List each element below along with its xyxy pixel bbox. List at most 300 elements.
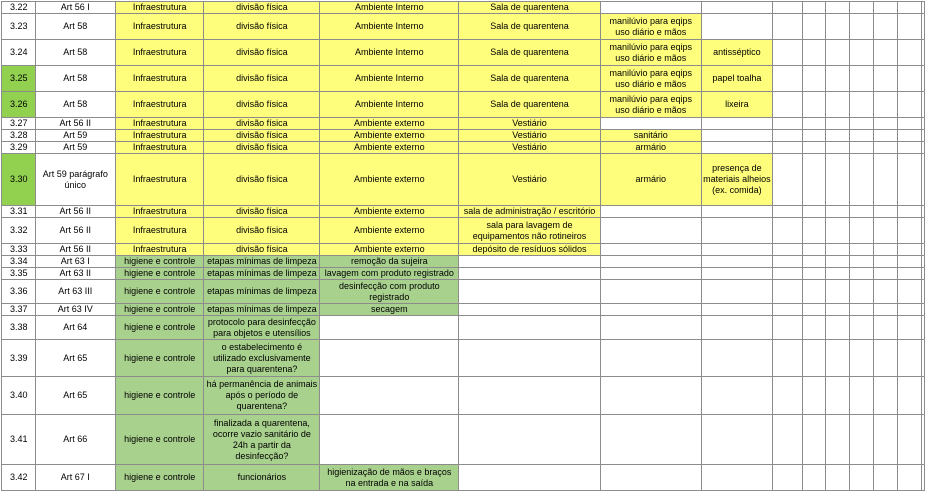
article-cell: Art 63 II <box>35 268 115 280</box>
item-number: 3.36 <box>2 280 36 304</box>
empty-cell <box>849 40 873 66</box>
table-cell: Ambiente Interno <box>320 66 459 92</box>
table-cell <box>772 340 802 377</box>
table-cell: Ambiente Interno <box>320 2 459 14</box>
table-cell: higiene e controle <box>115 377 204 415</box>
table-cell: Ambiente externo <box>320 118 459 130</box>
empty-cell <box>922 206 925 218</box>
table-cell <box>600 268 701 280</box>
empty-cell <box>897 2 921 14</box>
table-cell: Sala de quarentena <box>459 2 600 14</box>
table-cell <box>772 377 802 415</box>
table-cell <box>772 66 802 92</box>
table-cell <box>772 244 802 256</box>
table-cell <box>701 14 772 40</box>
table-cell <box>772 415 802 465</box>
table-cell: Vestiário <box>459 142 600 154</box>
empty-cell <box>897 130 921 142</box>
table-cell <box>772 268 802 280</box>
table-cell <box>701 142 772 154</box>
empty-cell <box>825 280 849 304</box>
table-cell <box>320 340 459 377</box>
table-cell <box>320 377 459 415</box>
empty-cell <box>802 130 825 142</box>
empty-cell <box>849 2 873 14</box>
table-cell <box>600 118 701 130</box>
table-cell: divisão física <box>204 218 320 244</box>
empty-cell <box>922 66 925 92</box>
empty-cell <box>849 377 873 415</box>
table-row <box>2 206 925 218</box>
table-cell: divisão física <box>204 244 320 256</box>
table-cell: secagem <box>320 304 459 316</box>
empty-cell <box>802 14 825 40</box>
table-row <box>2 340 925 377</box>
table-cell <box>701 465 772 491</box>
empty-cell <box>825 465 849 491</box>
table-row <box>2 218 925 244</box>
article-cell: Art 56 II <box>35 206 115 218</box>
item-number: 3.39 <box>2 340 36 377</box>
item-number: 3.41 <box>2 415 36 465</box>
empty-cell <box>897 118 921 130</box>
table-row <box>2 244 925 256</box>
item-number: 3.22 <box>2 2 36 14</box>
empty-cell <box>873 66 897 92</box>
table-cell <box>701 2 772 14</box>
empty-cell <box>897 218 921 244</box>
table-cell: Infraestrutura <box>115 40 204 66</box>
empty-cell <box>825 268 849 280</box>
table-cell: Infraestrutura <box>115 244 204 256</box>
article-cell: Art 67 I <box>35 465 115 491</box>
empty-cell <box>802 218 825 244</box>
empty-cell <box>825 304 849 316</box>
empty-cell <box>802 377 825 415</box>
table-cell: presença de materiais alheios (ex. comida) <box>701 154 772 206</box>
table-row <box>2 256 925 268</box>
table-cell <box>600 256 701 268</box>
table-cell <box>701 244 772 256</box>
empty-cell <box>897 340 921 377</box>
empty-cell <box>897 66 921 92</box>
table-cell: divisão física <box>204 2 320 14</box>
empty-cell <box>802 465 825 491</box>
table-cell: Sala de quarentena <box>459 40 600 66</box>
empty-cell <box>802 268 825 280</box>
empty-cell <box>802 206 825 218</box>
table-cell <box>600 465 701 491</box>
article-cell: Art 58 <box>35 14 115 40</box>
article-cell: Art 56 II <box>35 218 115 244</box>
table-cell: funcionários <box>204 465 320 491</box>
empty-cell <box>849 256 873 268</box>
table-cell: Ambiente externo <box>320 206 459 218</box>
article-cell: Art 65 <box>35 377 115 415</box>
table-cell <box>600 304 701 316</box>
empty-cell <box>873 377 897 415</box>
table-cell <box>459 415 600 465</box>
table-cell <box>459 280 600 304</box>
table-cell <box>600 206 701 218</box>
table-cell: Ambiente externo <box>320 244 459 256</box>
table-cell <box>600 244 701 256</box>
article-cell: Art 64 <box>35 316 115 340</box>
table-cell <box>772 154 802 206</box>
empty-cell <box>849 244 873 256</box>
table-cell: Infraestrutura <box>115 118 204 130</box>
table-row <box>2 2 925 14</box>
table-cell: manilúvio para eqips uso diário e mãos <box>600 66 701 92</box>
table-cell <box>772 14 802 40</box>
empty-cell <box>802 118 825 130</box>
table-cell <box>459 377 600 415</box>
table-row <box>2 118 925 130</box>
table-row <box>2 415 925 465</box>
table-cell <box>772 465 802 491</box>
empty-cell <box>922 256 925 268</box>
table-cell <box>600 377 701 415</box>
table-cell <box>600 340 701 377</box>
item-number: 3.42 <box>2 465 36 491</box>
empty-cell <box>849 14 873 40</box>
table-cell: Vestiário <box>459 130 600 142</box>
table-cell: Ambiente externo <box>320 154 459 206</box>
empty-cell <box>873 218 897 244</box>
empty-cell <box>897 14 921 40</box>
empty-cell <box>849 218 873 244</box>
table-cell <box>701 118 772 130</box>
empty-cell <box>873 316 897 340</box>
empty-cell <box>825 377 849 415</box>
table-row <box>2 14 925 40</box>
empty-cell <box>922 142 925 154</box>
empty-cell <box>802 280 825 304</box>
empty-cell <box>849 92 873 118</box>
table-cell <box>459 465 600 491</box>
table-cell <box>701 304 772 316</box>
empty-cell <box>849 154 873 206</box>
empty-cell <box>922 280 925 304</box>
item-number: 3.30 <box>2 154 36 206</box>
table-cell <box>701 377 772 415</box>
empty-cell <box>802 142 825 154</box>
table-cell: desinfecção com produto registrado <box>320 280 459 304</box>
empty-cell <box>922 304 925 316</box>
table-cell: Sala de quarentena <box>459 92 600 118</box>
empty-cell <box>897 415 921 465</box>
table-cell <box>459 340 600 377</box>
table-cell <box>772 218 802 244</box>
empty-cell <box>922 118 925 130</box>
table-cell: divisão física <box>204 92 320 118</box>
table-cell <box>459 256 600 268</box>
empty-cell <box>922 316 925 340</box>
empty-cell <box>873 154 897 206</box>
empty-cell <box>849 280 873 304</box>
empty-cell <box>922 40 925 66</box>
table-cell: lavagem com produto registrado <box>320 268 459 280</box>
empty-cell <box>802 2 825 14</box>
table-cell: finalizada a quarentena, ocorre vazio sanitário de 24h a partir da desinfecção? <box>204 415 320 465</box>
table-cell <box>772 2 802 14</box>
empty-cell <box>825 40 849 66</box>
empty-cell <box>922 415 925 465</box>
article-cell: Art 63 IV <box>35 304 115 316</box>
table-cell: há permanência de animais após o período de quarentena? <box>204 377 320 415</box>
empty-cell <box>922 92 925 118</box>
table-cell <box>320 316 459 340</box>
article-cell: Art 63 III <box>35 280 115 304</box>
table-row <box>2 280 925 304</box>
empty-cell <box>897 377 921 415</box>
empty-cell <box>849 206 873 218</box>
empty-cell <box>897 154 921 206</box>
empty-cell <box>825 256 849 268</box>
table-cell: divisão física <box>204 154 320 206</box>
table-cell <box>772 142 802 154</box>
table-row <box>2 377 925 415</box>
empty-cell <box>825 244 849 256</box>
table-cell: Sala de quarentena <box>459 66 600 92</box>
empty-cell <box>802 66 825 92</box>
table-cell: Ambiente Interno <box>320 40 459 66</box>
table-cell: higiene e controle <box>115 465 204 491</box>
table-cell: etapas mínimas de limpeza <box>204 304 320 316</box>
table-cell <box>772 280 802 304</box>
empty-cell <box>922 465 925 491</box>
empty-cell <box>873 130 897 142</box>
item-number: 3.40 <box>2 377 36 415</box>
article-cell: Art 63 I <box>35 256 115 268</box>
empty-cell <box>897 142 921 154</box>
empty-cell <box>873 340 897 377</box>
table-cell <box>600 218 701 244</box>
empty-cell <box>897 206 921 218</box>
table-cell <box>459 316 600 340</box>
table-row <box>2 92 925 118</box>
table-cell <box>772 118 802 130</box>
article-cell: Art 58 <box>35 66 115 92</box>
empty-cell <box>849 118 873 130</box>
table-cell: antisséptico <box>701 40 772 66</box>
table-cell: Ambiente externo <box>320 142 459 154</box>
table-cell <box>701 218 772 244</box>
table-cell: Infraestrutura <box>115 218 204 244</box>
empty-cell <box>849 304 873 316</box>
article-cell: Art 65 <box>35 340 115 377</box>
empty-cell <box>802 316 825 340</box>
item-number: 3.33 <box>2 244 36 256</box>
table-cell <box>320 415 459 465</box>
table-cell: higiene e controle <box>115 280 204 304</box>
empty-cell <box>897 268 921 280</box>
table-cell: Infraestrutura <box>115 206 204 218</box>
empty-cell <box>873 244 897 256</box>
empty-cell <box>922 268 925 280</box>
empty-cell <box>849 268 873 280</box>
table-cell: etapas mínimas de limpeza <box>204 256 320 268</box>
empty-cell <box>873 14 897 40</box>
table-cell: Infraestrutura <box>115 130 204 142</box>
empty-cell <box>873 118 897 130</box>
empty-cell <box>825 218 849 244</box>
table-cell: higiene e controle <box>115 304 204 316</box>
item-number: 3.35 <box>2 268 36 280</box>
item-number: 3.34 <box>2 256 36 268</box>
table-cell: divisão física <box>204 118 320 130</box>
item-number: 3.26 <box>2 92 36 118</box>
table-cell: divisão física <box>204 40 320 66</box>
empty-cell <box>849 415 873 465</box>
table-cell: Sala de quarentena <box>459 14 600 40</box>
empty-cell <box>897 92 921 118</box>
table-cell: Ambiente Interno <box>320 14 459 40</box>
table-cell: armário <box>600 154 701 206</box>
table-cell: Vestiário <box>459 118 600 130</box>
empty-cell <box>849 142 873 154</box>
empty-cell <box>825 118 849 130</box>
table-cell: sanitário <box>600 130 701 142</box>
empty-cell <box>849 316 873 340</box>
table-cell <box>701 415 772 465</box>
article-cell: Art 56 II <box>35 244 115 256</box>
empty-cell <box>825 2 849 14</box>
checklist-table <box>1 1 925 491</box>
item-number: 3.23 <box>2 14 36 40</box>
empty-cell <box>849 130 873 142</box>
empty-cell <box>825 130 849 142</box>
empty-cell <box>922 14 925 40</box>
table-cell <box>701 316 772 340</box>
table-cell <box>701 280 772 304</box>
item-number: 3.32 <box>2 218 36 244</box>
table-cell <box>772 92 802 118</box>
table-cell: higiene e controle <box>115 256 204 268</box>
table-cell: remoção da sujeira <box>320 256 459 268</box>
table-cell <box>600 280 701 304</box>
table-cell: Infraestrutura <box>115 2 204 14</box>
item-number: 3.28 <box>2 130 36 142</box>
table-cell <box>701 130 772 142</box>
table-cell: divisão física <box>204 206 320 218</box>
empty-cell <box>849 340 873 377</box>
empty-cell <box>825 316 849 340</box>
empty-cell <box>825 340 849 377</box>
empty-cell <box>802 415 825 465</box>
empty-cell <box>849 465 873 491</box>
table-row <box>2 268 925 280</box>
table-cell: depósito de resíduos sólidos <box>459 244 600 256</box>
empty-cell <box>873 256 897 268</box>
item-number: 3.29 <box>2 142 36 154</box>
table-cell: Infraestrutura <box>115 14 204 40</box>
table-cell: etapas mínimas de limpeza <box>204 280 320 304</box>
table-cell <box>772 304 802 316</box>
table-cell: sala para lavagem de equipamentos não rotineiros <box>459 218 600 244</box>
empty-cell <box>897 244 921 256</box>
item-number: 3.25 <box>2 66 36 92</box>
table-cell: higiene e controle <box>115 268 204 280</box>
empty-cell <box>873 2 897 14</box>
empty-cell <box>873 304 897 316</box>
table-cell: o estabelecimento é utilizado exclusivamente para quarentena? <box>204 340 320 377</box>
empty-cell <box>802 92 825 118</box>
empty-cell <box>922 154 925 206</box>
empty-cell <box>802 340 825 377</box>
article-cell: Art 59 <box>35 142 115 154</box>
article-cell: Art 56 II <box>35 118 115 130</box>
table-cell: higienização de mãos e braços na entrada e na saída <box>320 465 459 491</box>
item-number: 3.38 <box>2 316 36 340</box>
empty-cell <box>922 340 925 377</box>
article-cell: Art 56 I <box>35 2 115 14</box>
table-cell <box>772 206 802 218</box>
table-cell: Infraestrutura <box>115 66 204 92</box>
empty-cell <box>897 304 921 316</box>
table-cell <box>600 2 701 14</box>
item-number: 3.24 <box>2 40 36 66</box>
article-cell: Art 66 <box>35 415 115 465</box>
empty-cell <box>849 66 873 92</box>
table-cell <box>701 256 772 268</box>
empty-cell <box>802 304 825 316</box>
table-cell <box>600 316 701 340</box>
table-cell: Ambiente externo <box>320 130 459 142</box>
empty-cell <box>922 244 925 256</box>
table-cell: Infraestrutura <box>115 142 204 154</box>
table-cell: higiene e controle <box>115 340 204 377</box>
empty-cell <box>873 40 897 66</box>
article-cell: Art 59 <box>35 130 115 142</box>
table-cell: sala de administração / escritório <box>459 206 600 218</box>
table-row <box>2 316 925 340</box>
table-cell: divisão física <box>204 142 320 154</box>
table-cell <box>701 206 772 218</box>
table-cell: papel toalha <box>701 66 772 92</box>
empty-cell <box>873 465 897 491</box>
table-cell: higiene e controle <box>115 316 204 340</box>
table-cell: manilúvio para eqips uso diário e mãos <box>600 14 701 40</box>
empty-cell <box>873 142 897 154</box>
article-cell: Art 58 <box>35 40 115 66</box>
empty-cell <box>802 256 825 268</box>
empty-cell <box>825 415 849 465</box>
empty-cell <box>873 280 897 304</box>
table-cell: armário <box>600 142 701 154</box>
empty-cell <box>873 206 897 218</box>
empty-cell <box>922 218 925 244</box>
empty-cell <box>897 280 921 304</box>
table-row <box>2 40 925 66</box>
article-cell: Art 58 <box>35 92 115 118</box>
empty-cell <box>897 256 921 268</box>
table-cell: Infraestrutura <box>115 154 204 206</box>
empty-cell <box>922 130 925 142</box>
empty-cell <box>922 2 925 14</box>
table-row <box>2 304 925 316</box>
empty-cell <box>825 142 849 154</box>
table-cell: divisão física <box>204 14 320 40</box>
table-row <box>2 465 925 491</box>
item-number: 3.37 <box>2 304 36 316</box>
table-cell: manilúvio para eqips uso diário e mãos <box>600 92 701 118</box>
table-cell <box>459 304 600 316</box>
empty-cell <box>802 154 825 206</box>
empty-cell <box>825 154 849 206</box>
table-cell <box>772 130 802 142</box>
table-cell <box>772 256 802 268</box>
